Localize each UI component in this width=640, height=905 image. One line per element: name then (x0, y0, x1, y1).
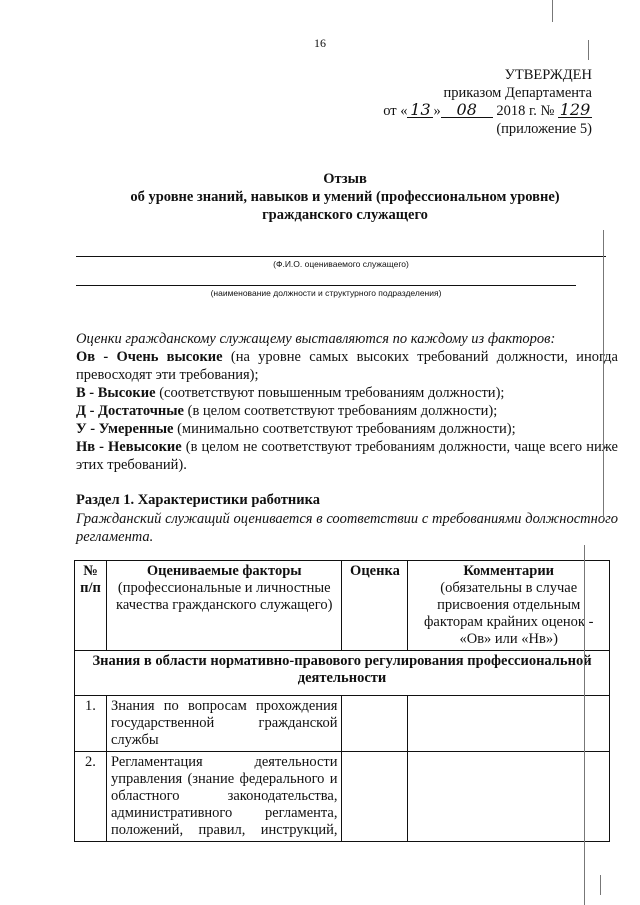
document-title: Отзыв об уровне знаний, навыков и умений (профессиональном уровне) гражданского служащего (130, 171, 560, 223)
scan-mark (588, 40, 589, 60)
header-factor: Оцениваемые факторы (профессиональные и личностные качества гражданского служащего) (106, 561, 342, 651)
header-num: № п/п (75, 561, 107, 651)
handwritten-day: 13 (407, 102, 433, 118)
grade-cell[interactable] (342, 696, 408, 752)
scan-mark (552, 0, 553, 22)
fio-fill-line[interactable] (76, 256, 606, 257)
position-fill-line[interactable] (76, 285, 576, 286)
factors-table (74, 560, 610, 842)
grade-sufficient: Д - Достаточные (в целом соответствуют требованиям должности); (76, 403, 498, 419)
grade-very-high: Ов - Очень высокие (на уровне самых высоких требований должности, иногда превосходят эти требования); (76, 349, 618, 383)
group-title: Знания в области нормативно-правового регулирования профессиональной деятельности (75, 651, 610, 696)
comment-cell[interactable] (408, 696, 610, 752)
approval-title: УТВЕРЖДЕН (504, 67, 592, 83)
fio-caption: (Ф.И.О. оцениваемого служащего) (273, 259, 409, 269)
header-grade: Оценка (342, 561, 408, 651)
table-header-row (75, 561, 610, 651)
grade-moderate: У - Умеренные (минимально соответствуют требованиям должности); (76, 421, 516, 437)
approval-appendix: (приложение 5) (496, 121, 592, 137)
scan-mark (584, 545, 585, 905)
grading-intro (76, 330, 618, 474)
approval-stamp (383, 66, 592, 138)
page-number: 16 (314, 36, 326, 50)
handwritten-month: 08 (441, 102, 493, 118)
section-title: Раздел 1. Характеристики работника (76, 492, 320, 508)
intro-lead: Оценки гражданскому служащему выставляются по каждому из факторов: (76, 331, 556, 347)
scan-mark (603, 230, 604, 520)
grade-low: Нв - Невысокие (в целом не соответствуют требованиям должности, чаще всего ниже этих требований). (76, 439, 618, 473)
position-caption: (наименование должности и структурного подразделения) (210, 288, 442, 298)
grade-cell[interactable] (342, 752, 408, 842)
table-group-row (75, 651, 610, 696)
header-comment: Комментарии (обязательны в случае присвоения отдельным факторам крайних оценок - «Ов» или «Нв») (408, 561, 610, 651)
grade-high: В - Высокие (соответствуют повышенным требованиям должности); (76, 385, 505, 401)
handwritten-order-number: 129 (559, 100, 591, 119)
table-row: 1. Знания по вопросам прохождения государственной гражданской службы (75, 696, 610, 752)
table-row: 2. Регламентация деятельности управления (знание федерального и областного законодательства, административного регламента, положений, правил, инструкций, (75, 752, 610, 842)
comment-cell[interactable] (408, 752, 610, 842)
approval-date-line: от « 13 » 08 2018 г. № 129 (383, 100, 591, 119)
approval-order-line: приказом Департамента (443, 85, 592, 101)
section-description: Гражданский служащий оценивается в соответствии с требованиями должностного регламента. (76, 511, 618, 545)
scan-mark (600, 875, 601, 895)
